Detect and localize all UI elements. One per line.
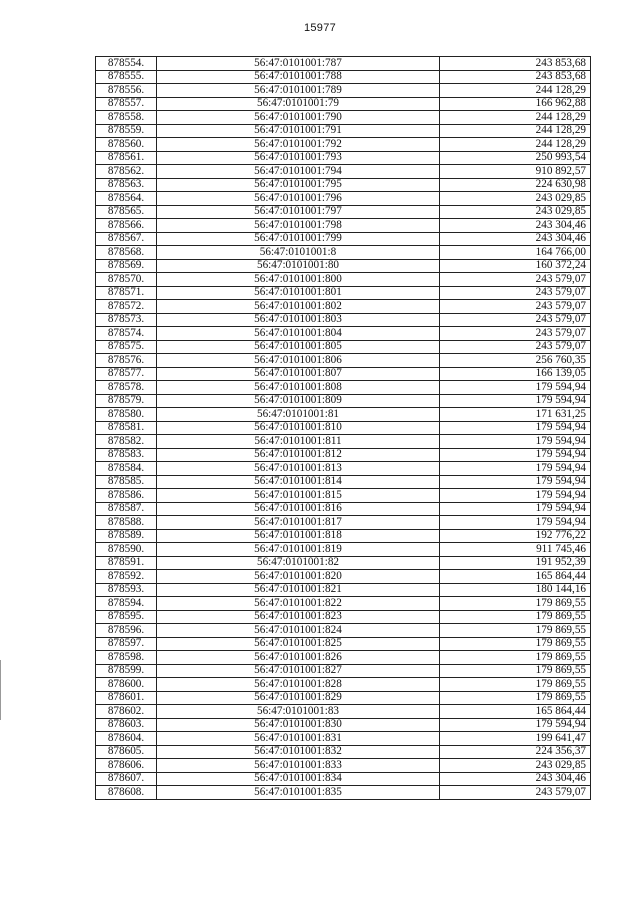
cadastral-number-cell: 56:47:0101001:835 [157, 786, 440, 800]
cadastral-number-cell: 56:47:0101001:831 [157, 732, 440, 746]
table-row [96, 502, 591, 516]
value-cell: 243 853,68 [440, 70, 591, 84]
value-cell: 224 356,37 [440, 745, 591, 759]
cadastral-number-cell: 56:47:0101001:813 [157, 462, 440, 476]
row-number-cell: 878587. [96, 502, 157, 516]
value-cell: 243 579,07 [440, 327, 591, 341]
value-cell: 243 579,07 [440, 340, 591, 354]
table-row [96, 327, 591, 341]
cadastral-number-cell: 56:47:0101001:834 [157, 772, 440, 786]
table-row [96, 745, 591, 759]
table-row [96, 759, 591, 773]
table-row [96, 597, 591, 611]
row-number-cell: 878568. [96, 246, 157, 260]
row-number-cell: 878607. [96, 772, 157, 786]
value-cell: 166 962,88 [440, 97, 591, 111]
value-cell: 243 579,07 [440, 300, 591, 314]
row-number-cell: 878595. [96, 610, 157, 624]
row-number-cell: 878576. [96, 354, 157, 368]
row-number-cell: 878600. [96, 678, 157, 692]
table-row [96, 529, 591, 543]
value-cell: 164 766,00 [440, 246, 591, 260]
cadastral-number-cell: 56:47:0101001:814 [157, 475, 440, 489]
row-number-cell: 878564. [96, 192, 157, 206]
table-body [96, 57, 591, 800]
cadastral-number-cell: 56:47:0101001:798 [157, 219, 440, 233]
row-number-cell: 878560. [96, 138, 157, 152]
table-row [96, 138, 591, 152]
value-cell: 244 128,29 [440, 124, 591, 138]
table-row [96, 705, 591, 719]
row-number-cell: 878581. [96, 421, 157, 435]
cadastral-number-cell: 56:47:0101001:794 [157, 165, 440, 179]
table-row [96, 462, 591, 476]
table-row [96, 570, 591, 584]
cadastral-number-cell: 56:47:0101001:805 [157, 340, 440, 354]
table-row [96, 165, 591, 179]
table-row [96, 435, 591, 449]
row-number-cell: 878556. [96, 84, 157, 98]
row-number-cell: 878586. [96, 489, 157, 503]
value-cell: 179 594,94 [440, 462, 591, 476]
page-number: 15977 [303, 22, 337, 34]
cadastral-number-cell: 56:47:0101001:804 [157, 327, 440, 341]
value-cell: 179 594,94 [440, 381, 591, 395]
cadastral-number-cell: 56:47:0101001:800 [157, 273, 440, 287]
cadastral-number-cell: 56:47:0101001:792 [157, 138, 440, 152]
cadastral-number-cell: 56:47:0101001:788 [157, 70, 440, 84]
table-row [96, 610, 591, 624]
value-cell: 179 594,94 [440, 421, 591, 435]
value-cell: 179 869,55 [440, 610, 591, 624]
table-row [96, 691, 591, 705]
value-cell: 179 869,55 [440, 691, 591, 705]
row-number-cell: 878590. [96, 543, 157, 557]
table-row [96, 637, 591, 651]
row-number-cell: 878571. [96, 286, 157, 300]
row-number-cell: 878570. [96, 273, 157, 287]
cadastral-number-cell: 56:47:0101001:791 [157, 124, 440, 138]
cadastral-number-cell: 56:47:0101001:823 [157, 610, 440, 624]
value-cell: 250 993,54 [440, 151, 591, 165]
value-cell: 179 594,94 [440, 475, 591, 489]
cadastral-number-cell: 56:47:0101001:811 [157, 435, 440, 449]
cadastral-number-cell: 56:47:0101001:828 [157, 678, 440, 692]
value-cell: 179 869,55 [440, 678, 591, 692]
row-number-cell: 878597. [96, 637, 157, 651]
value-cell: 243 579,07 [440, 313, 591, 327]
scan-edge-mark [0, 660, 1, 720]
value-cell: 179 594,94 [440, 448, 591, 462]
cadastral-number-cell: 56:47:0101001:802 [157, 300, 440, 314]
table-row [96, 178, 591, 192]
value-cell: 180 144,16 [440, 583, 591, 597]
table-row [96, 394, 591, 408]
row-number-cell: 878604. [96, 732, 157, 746]
cadastral-number-cell: 56:47:0101001:822 [157, 597, 440, 611]
cadastral-number-cell: 56:47:0101001:801 [157, 286, 440, 300]
row-number-cell: 878598. [96, 651, 157, 665]
row-number-cell: 878563. [96, 178, 157, 192]
value-cell: 244 128,29 [440, 138, 591, 152]
cadastral-number-cell: 56:47:0101001:824 [157, 624, 440, 638]
value-cell: 179 594,94 [440, 435, 591, 449]
table-row [96, 84, 591, 98]
cadastral-number-cell: 56:47:0101001:816 [157, 502, 440, 516]
row-number-cell: 878567. [96, 232, 157, 246]
value-cell: 179 594,94 [440, 516, 591, 530]
cadastral-number-cell: 56:47:0101001:808 [157, 381, 440, 395]
cadastral-value-table [95, 56, 591, 800]
table-row [96, 70, 591, 84]
row-number-cell: 878569. [96, 259, 157, 273]
row-number-cell: 878601. [96, 691, 157, 705]
row-number-cell: 878588. [96, 516, 157, 530]
value-cell: 179 869,55 [440, 624, 591, 638]
cadastral-number-cell: 56:47:0101001:809 [157, 394, 440, 408]
cadastral-number-cell: 56:47:0101001:815 [157, 489, 440, 503]
table-row [96, 475, 591, 489]
table-row [96, 556, 591, 570]
cadastral-number-cell: 56:47:0101001:789 [157, 84, 440, 98]
cadastral-number-cell: 56:47:0101001:795 [157, 178, 440, 192]
row-number-cell: 878582. [96, 435, 157, 449]
row-number-cell: 878577. [96, 367, 157, 381]
table-row [96, 583, 591, 597]
row-number-cell: 878562. [96, 165, 157, 179]
table-row [96, 624, 591, 638]
value-cell: 179 869,55 [440, 664, 591, 678]
table-row [96, 421, 591, 435]
value-cell: 244 128,29 [440, 111, 591, 125]
cadastral-number-cell: 56:47:0101001:797 [157, 205, 440, 219]
row-number-cell: 878573. [96, 313, 157, 327]
value-cell: 179 594,94 [440, 394, 591, 408]
value-cell: 191 952,39 [440, 556, 591, 570]
cadastral-number-cell: 56:47:0101001:807 [157, 367, 440, 381]
row-number-cell: 878584. [96, 462, 157, 476]
row-number-cell: 878599. [96, 664, 157, 678]
value-cell: 243 029,85 [440, 205, 591, 219]
value-cell: 243 304,46 [440, 772, 591, 786]
table-row [96, 664, 591, 678]
row-number-cell: 878602. [96, 705, 157, 719]
value-cell: 911 745,46 [440, 543, 591, 557]
value-cell: 243 579,07 [440, 286, 591, 300]
value-cell: 179 594,94 [440, 489, 591, 503]
value-cell: 243 579,07 [440, 273, 591, 287]
row-number-cell: 878566. [96, 219, 157, 233]
table-row [96, 340, 591, 354]
table-row [96, 786, 591, 800]
row-number-cell: 878575. [96, 340, 157, 354]
table-row [96, 273, 591, 287]
cadastral-number-cell: 56:47:0101001:825 [157, 637, 440, 651]
cadastral-number-cell: 56:47:0101001:829 [157, 691, 440, 705]
row-number-cell: 878565. [96, 205, 157, 219]
row-number-cell: 878606. [96, 759, 157, 773]
row-number-cell: 878603. [96, 718, 157, 732]
table-row [96, 124, 591, 138]
table-row [96, 286, 591, 300]
cadastral-number-cell: 56:47:0101001:806 [157, 354, 440, 368]
table-row [96, 718, 591, 732]
cadastral-number-cell: 56:47:0101001:81 [157, 408, 440, 422]
row-number-cell: 878585. [96, 475, 157, 489]
table-row [96, 543, 591, 557]
cadastral-number-cell: 56:47:0101001:817 [157, 516, 440, 530]
table-row [96, 259, 591, 273]
cadastral-number-cell: 56:47:0101001:83 [157, 705, 440, 719]
table-row [96, 772, 591, 786]
row-number-cell: 878589. [96, 529, 157, 543]
row-number-cell: 878572. [96, 300, 157, 314]
value-cell: 160 372,24 [440, 259, 591, 273]
row-number-cell: 878608. [96, 786, 157, 800]
cadastral-number-cell: 56:47:0101001:818 [157, 529, 440, 543]
cadastral-number-cell: 56:47:0101001:833 [157, 759, 440, 773]
cadastral-number-cell: 56:47:0101001:787 [157, 57, 440, 71]
table-row [96, 57, 591, 71]
cadastral-number-cell: 56:47:0101001:812 [157, 448, 440, 462]
value-cell: 243 304,46 [440, 219, 591, 233]
table-row [96, 354, 591, 368]
table-row [96, 300, 591, 314]
table-row [96, 732, 591, 746]
value-cell: 243 029,85 [440, 759, 591, 773]
row-number-cell: 878594. [96, 597, 157, 611]
value-cell: 243 853,68 [440, 57, 591, 71]
table-row [96, 313, 591, 327]
cadastral-number-cell: 56:47:0101001:790 [157, 111, 440, 125]
table-row [96, 151, 591, 165]
table-row [96, 381, 591, 395]
cadastral-number-cell: 56:47:0101001:810 [157, 421, 440, 435]
value-cell: 910 892,57 [440, 165, 591, 179]
row-number-cell: 878574. [96, 327, 157, 341]
value-cell: 243 579,07 [440, 786, 591, 800]
table-row [96, 489, 591, 503]
cadastral-number-cell: 56:47:0101001:820 [157, 570, 440, 584]
cadastral-number-cell: 56:47:0101001:799 [157, 232, 440, 246]
row-number-cell: 878561. [96, 151, 157, 165]
row-number-cell: 878580. [96, 408, 157, 422]
row-number-cell: 878558. [96, 111, 157, 125]
value-cell: 179 869,55 [440, 597, 591, 611]
row-number-cell: 878578. [96, 381, 157, 395]
value-cell: 243 304,46 [440, 232, 591, 246]
cadastral-number-cell: 56:47:0101001:827 [157, 664, 440, 678]
row-number-cell: 878592. [96, 570, 157, 584]
value-cell: 165 864,44 [440, 570, 591, 584]
row-number-cell: 878593. [96, 583, 157, 597]
cadastral-number-cell: 56:47:0101001:80 [157, 259, 440, 273]
value-cell: 199 641,47 [440, 732, 591, 746]
cadastral-number-cell: 56:47:0101001:821 [157, 583, 440, 597]
table-row [96, 192, 591, 206]
value-cell: 256 760,35 [440, 354, 591, 368]
table-row [96, 651, 591, 665]
row-number-cell: 878554. [96, 57, 157, 71]
value-cell: 165 864,44 [440, 705, 591, 719]
row-number-cell: 878579. [96, 394, 157, 408]
value-cell: 179 594,94 [440, 502, 591, 516]
row-number-cell: 878583. [96, 448, 157, 462]
cadastral-number-cell: 56:47:0101001:79 [157, 97, 440, 111]
cadastral-number-cell: 56:47:0101001:796 [157, 192, 440, 206]
table-row [96, 205, 591, 219]
value-cell: 244 128,29 [440, 84, 591, 98]
row-number-cell: 878605. [96, 745, 157, 759]
table-row [96, 448, 591, 462]
table-row [96, 111, 591, 125]
row-number-cell: 878591. [96, 556, 157, 570]
value-cell: 171 631,25 [440, 408, 591, 422]
row-number-cell: 878559. [96, 124, 157, 138]
value-cell: 179 594,94 [440, 718, 591, 732]
cadastral-number-cell: 56:47:0101001:8 [157, 246, 440, 260]
table-row [96, 678, 591, 692]
row-number-cell: 878555. [96, 70, 157, 84]
row-number-cell: 878557. [96, 97, 157, 111]
value-cell: 224 630,98 [440, 178, 591, 192]
cadastral-number-cell: 56:47:0101001:832 [157, 745, 440, 759]
cadastral-number-cell: 56:47:0101001:819 [157, 543, 440, 557]
cadastral-number-cell: 56:47:0101001:830 [157, 718, 440, 732]
cadastral-number-cell: 56:47:0101001:826 [157, 651, 440, 665]
table-row [96, 367, 591, 381]
value-cell: 179 869,55 [440, 651, 591, 665]
table-row [96, 516, 591, 530]
value-cell: 179 869,55 [440, 637, 591, 651]
cadastral-number-cell: 56:47:0101001:803 [157, 313, 440, 327]
table-row [96, 246, 591, 260]
table-row [96, 97, 591, 111]
table-row [96, 408, 591, 422]
value-cell: 192 776,22 [440, 529, 591, 543]
table-row [96, 219, 591, 233]
cadastral-number-cell: 56:47:0101001:793 [157, 151, 440, 165]
cadastral-number-cell: 56:47:0101001:82 [157, 556, 440, 570]
value-cell: 166 139,05 [440, 367, 591, 381]
row-number-cell: 878596. [96, 624, 157, 638]
value-cell: 243 029,85 [440, 192, 591, 206]
table-row [96, 232, 591, 246]
